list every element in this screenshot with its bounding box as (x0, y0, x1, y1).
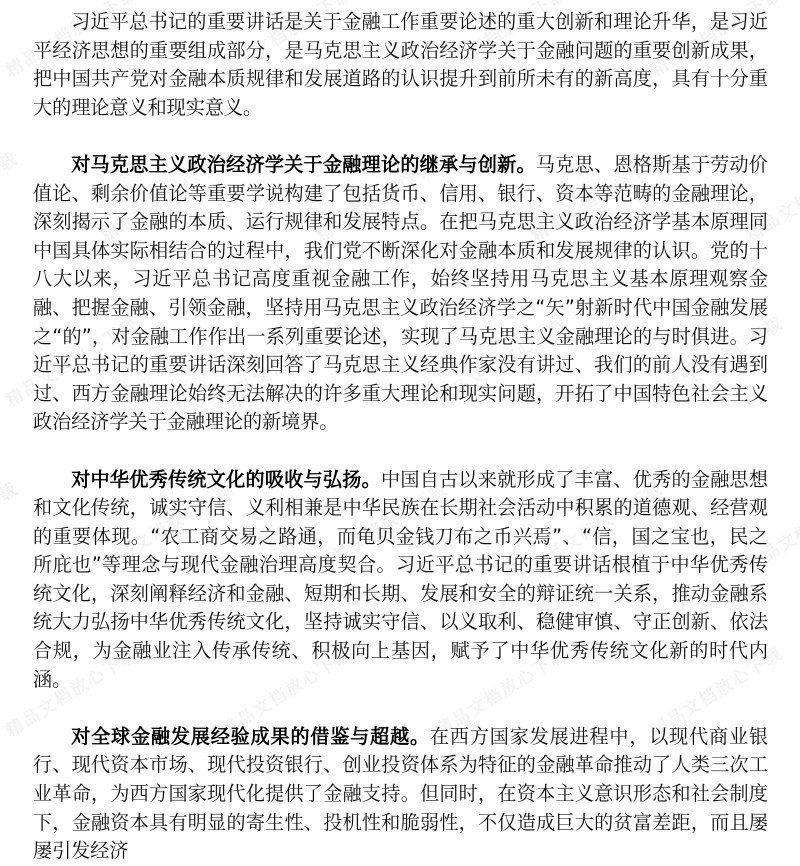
paragraph-3 (33, 466, 768, 695)
paragraph-1-text: 习近平总书记的重要讲话是关于金融工作重要论述的重大创新和理论升华，是习近平经济思想的重要组成部分，是马克思主义政治经济学关于金融问题的重要创新成果，把中国共产党对金融本质规律和发展道路的认识提升到前所未有的新高度，具有十分重大的理论意义和现实意义。 (33, 10, 768, 119)
paragraph-2-lead: 对马克思主义政治经济学关于金融理论的继承与创新。 (71, 152, 536, 176)
paragraph-3-lead: 对中华优秀传统文化的吸收与弘扬。 (71, 467, 382, 491)
paragraph-1 (33, 0, 768, 122)
paragraph-4 (33, 723, 768, 866)
paragraph-gap-1 (33, 122, 768, 151)
document-body (33, 0, 768, 866)
paragraph-4-lead: 对全球金融发展经验成果的借鉴与超越。 (71, 724, 430, 748)
paragraph-3-text: 中国自古以来就形成了丰富、优秀的金融思想和文化传统，诚实守信、义利相兼是中华民族在长期社会活动中积累的道德观、经营观的重要体现。“农工商交易之路通，而龟贝金钱刀布之币兴焉”、“信，国之宝也，民之所庇也”等理念与现代金融治理高度契合。习近平总书记的重要讲话根植于中华优秀传统文化，深刻阐释经济和金融、短期和长期、发展和安全的辩证统一关系，推动金融系统大力弘扬中华优秀传统文化，坚持诚实守信、以义取利、稳健审慎、守正创新、依法合规，为金融业注入传承传统、积极向上基因，赋予了中华优秀传统文化新的时代内涵。 (33, 467, 769, 691)
paragraph-2 (33, 151, 768, 437)
paragraph-4-text: 在西方国家发展进程中，以现代商业银行、现代资本市场、现代投资银行、创业投资体系为特征的金融革命推动了人类三次工业革命，为西方国家现代化提供了金融支持。但同时，在资本主义意识形态和社会制度下，金融资本具有明显的寄生性、投机性和脆弱性，不仅造成巨大的贫富差距，而且屡屡引发经济 (33, 724, 769, 863)
paragraph-2-text: 马克思、恩格斯基于劳动价值论、剩余价值论等重要学说构建了包括货币、信用、银行、资本等范畴的金融理论，深刻揭示了金融的本质、运行规律和发展特点。在把马克思主义政治经济学基本原理同中国具体实际相结合的过程中，我们党不断深化对金融本质和发展规律的认识。党的十八大以来，习近平总书记高度重视金融工作，始终坚持用马克思主义基本原理观察金融、把握金融、引领金融，坚持用马克思主义政治经济学之“矢”射新时代中国金融发展之“的”，对金融工作作出一系列重要论述，实现了马克思主义金融理论的与时俱进。习近平总书记的重要讲话深刻回答了马克思主义经典作家没有讲过、我们的前人没有遇到过、西方金融理论始终无法解决的许多重大理论和现实问题，开拓了中国特色社会主义政治经济学关于金融理论的新境界。 (33, 152, 769, 434)
paragraph-gap-3 (33, 694, 768, 723)
paragraph-gap-2 (33, 437, 768, 466)
